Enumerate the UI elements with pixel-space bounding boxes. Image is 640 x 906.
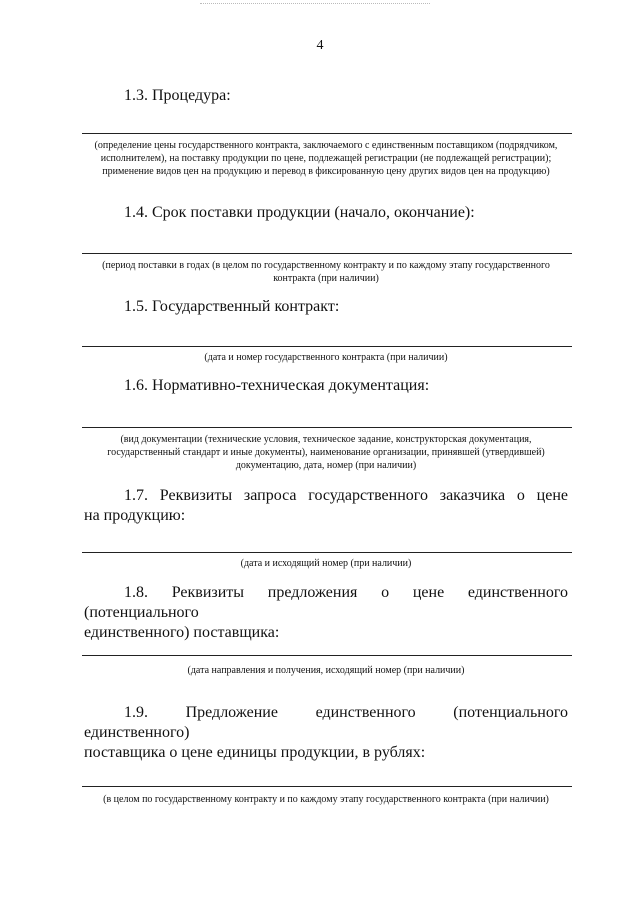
section-1-3-caption: (определение цены государственного контракта, заключаемого с единственным поставщиком (подрядчиком, исполнителем), на поставку продукции по цене, подлежащей регистрации (не подлежащей регистрации); применение видов цен на продукцию и перевод в фиксированную цену других видов цен на продукцию) (94, 140, 558, 177)
section-1-8-heading (84, 583, 568, 643)
section-1-3-fill-line (82, 133, 572, 134)
scan-top-edge (200, 3, 430, 4)
section-1-7-caption: (дата и исходящий номер (при наличии) (240, 558, 412, 569)
section-1-5-heading: 1.5. Государственный контракт: (124, 298, 340, 315)
section-1-7-heading-line1: 1.7. Реквизиты запроса государственного заказчика о цене (124, 487, 568, 504)
section-1-4-fill-line (82, 253, 572, 254)
section-1-9-fill-line (82, 786, 572, 787)
section-1-8-heading-line1: 1.8. Реквизиты предложения о цене единственного (потенциального (84, 584, 568, 621)
section-1-8-heading-line2: единственного) поставщика: (84, 624, 280, 641)
section-1-4-caption: (период поставки в годах (в целом по государственному контракту и по каждому этапу государственного контракта (при наличии) (102, 260, 550, 284)
section-1-6-fill-line (82, 427, 572, 428)
section-1-5-caption: (дата и номер государственного контракта (при наличии) (204, 352, 448, 363)
section-1-9-heading-line2: поставщика о цене единицы продукции, в рублях: (84, 744, 426, 761)
section-1-7-heading (84, 486, 568, 526)
section-1-9-heading (84, 703, 568, 763)
section-1-9-caption: (в целом по государственному контракту и по каждому этапу государственного контракта (при наличии) (103, 794, 549, 805)
section-1-3-heading: 1.3. Процедура: (124, 87, 231, 104)
section-1-7-heading-line2: на продукцию: (84, 507, 186, 524)
section-1-8-fill-line (82, 655, 572, 656)
section-1-6-heading: 1.6. Нормативно-техническая документация: (124, 377, 430, 394)
section-1-6-caption: (вид документации (технические условия, техническое задание, конструкторская документация, государственный стандарт и иные документы), наименование организации, принявшей (утвердившей) документацию, дата, номер (при наличии) (107, 434, 545, 471)
section-1-7-fill-line (82, 552, 572, 553)
section-1-8-caption: (дата направления и получения, исходящий номер (при наличии) (187, 665, 465, 676)
section-1-9-heading-line1: 1.9. Предложение единственного (потенциального единственного) (84, 704, 568, 741)
section-1-4-heading: 1.4. Срок поставки продукции (начало, окончание): (124, 204, 475, 221)
section-1-5-fill-line (82, 346, 572, 347)
page-number: 4 (316, 38, 324, 53)
